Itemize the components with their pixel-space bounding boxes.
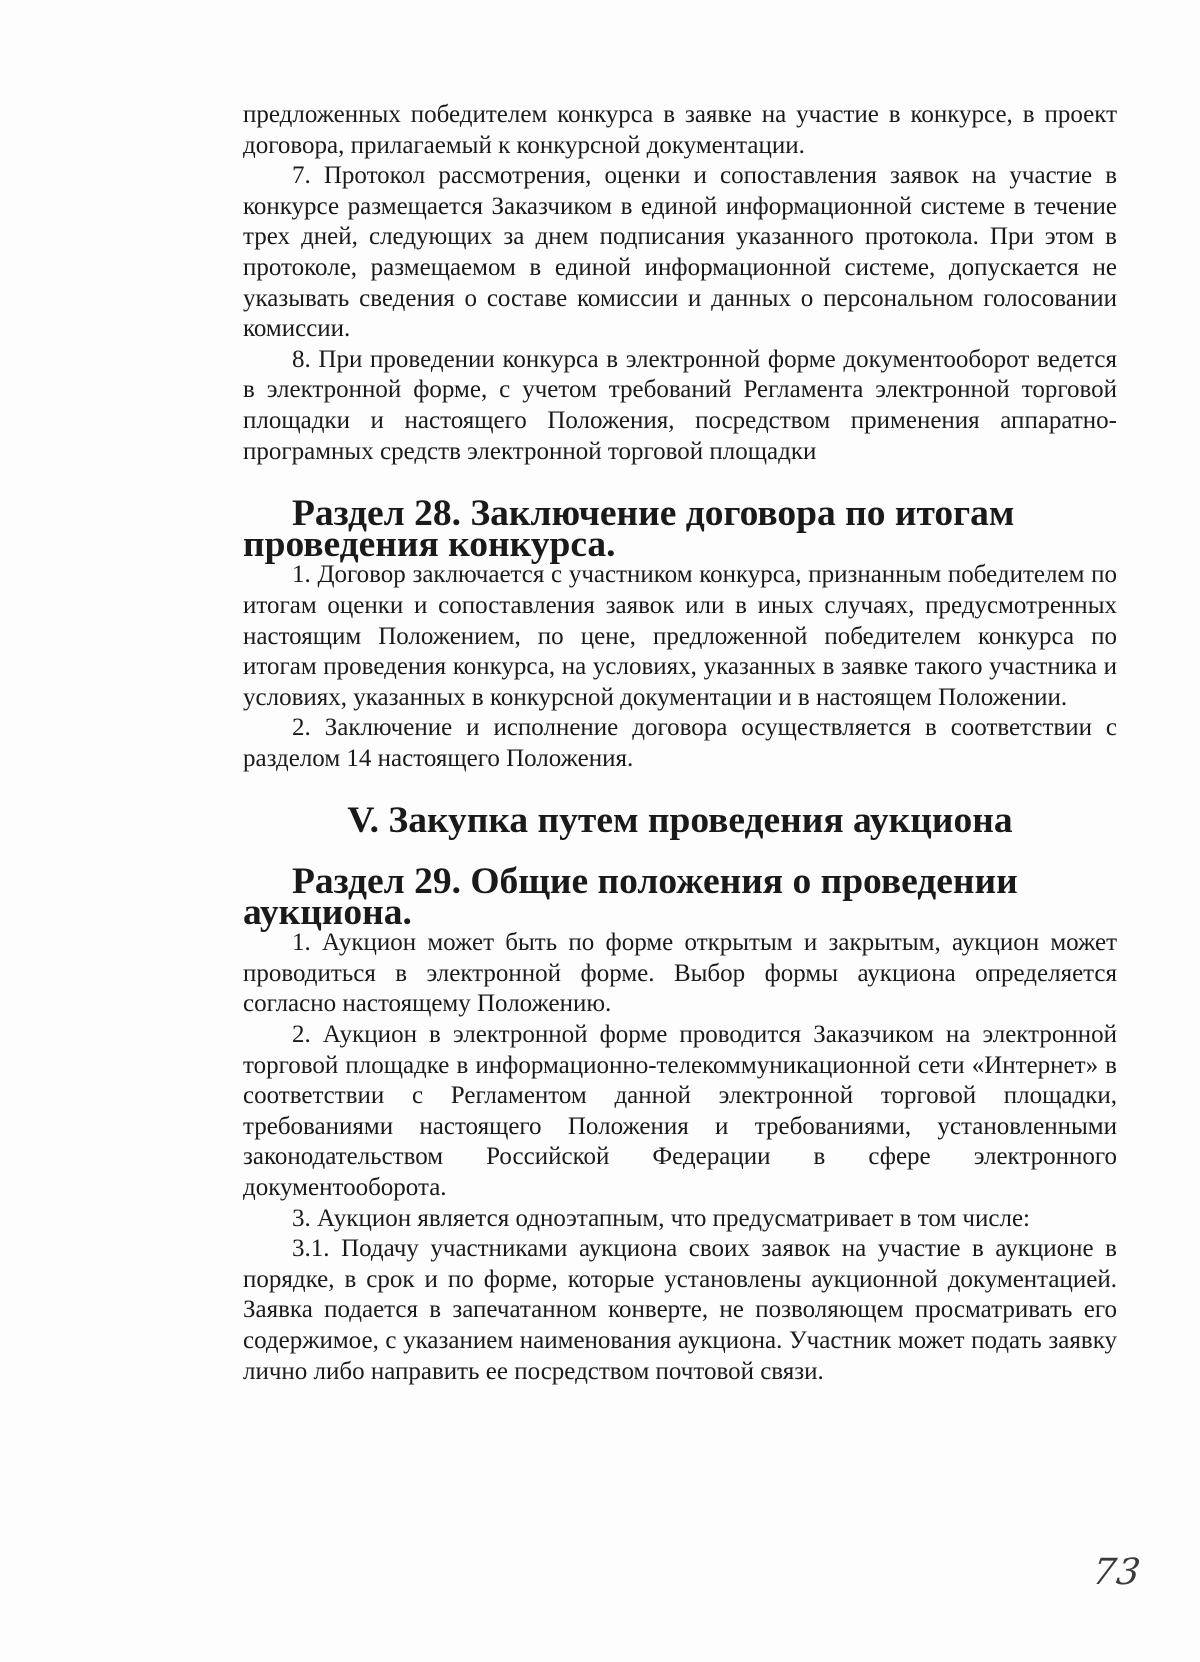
section-29-heading: Раздел 29. Общие положения о проведении аукциона.	[243, 861, 1018, 933]
continuation-paragraph: предложенных победителем конкурса в заявке на участие в конкурсе, в проект договора, прилагаемый к конкурсной документации.	[243, 101, 1117, 159]
section-29-item-2: 2. Аукцион в электронной форме проводится Заказчиком на электронной торговой площадке в информационно-телекоммуникационной сети «Интернет» в соответствии с Регламентом данной электронной торговой площадки, требованиями настоящего Положения и требованиями, установленными законодательством Российской Федерации в сфере электронного документооборота.	[243, 1021, 1117, 1201]
section-29-item-3: 3. Аукцион является одноэтапным, что предусматривает в том числе:	[292, 1204, 1030, 1232]
paragraph-item-7: 7. Протокол рассмотрения, оценки и сопоставления заявок на участие в конкурсе размещается Заказчиком в единой информационной системе в течение трех дней, следующих за днем подписания указанного протокола. При этом в протоколе, размещаемом в единой информационной системе, допускается не указывать сведения о составе комиссии и данных о персональном голосовании комиссии.	[243, 162, 1117, 343]
paragraph-item-8: 8. При проведении конкурса в электронной форме документооборот ведется в электронной форме, с учетом требований Регламента электронной торговой площадки и настоящего Положения, посредством применения аппаратно-програмных средств электронной торговой площадки	[243, 345, 1117, 465]
document-body	[243, 100, 1117, 1387]
section-28-heading: Раздел 28. Заключение договора по итогам проведения конкурса.	[243, 493, 1015, 565]
section-29-item-1: 1. Аукцион может быть по форме открытым и закрытым, аукцион может проводиться в электронной форме. Выбор формы аукциона определяется согласно настоящему Положению.	[243, 929, 1117, 1018]
section-28-item-2: 2. Заключение и исполнение договора осуществляется в соответствии с разделом 14 настоящего Положения.	[243, 714, 1117, 772]
chapter-5-heading: V. Закупка путем проведения аукциона	[347, 800, 1013, 842]
section-28-item-1: 1. Договор заключается с участником конкурса, признанным победителем по итогам оценки и сопоставления заявок или в иных случаях, предусмотренных настоящим Положением, по цене, предложенной победителем конкурса по итогам проведения конкурса, на условиях, указанных в заявке такого участника и условиях, указанных в конкурсной документации и в настоящем Положении.	[243, 561, 1117, 711]
handwritten-page-number: 73	[1090, 1552, 1144, 1593]
section-29-item-3-1: 3.1. Подачу участниками аукциона своих заявок на участие в аукционе в порядке, в срок и по форме, которые установлены аукционной документацией. Заявка подается в запечатанном конверте, не позволяющем просматривать его содержимое, с указанием наименования аукциона. Участник может подать заявку лично либо направить ее посредством почтовой связи.	[243, 1235, 1117, 1385]
